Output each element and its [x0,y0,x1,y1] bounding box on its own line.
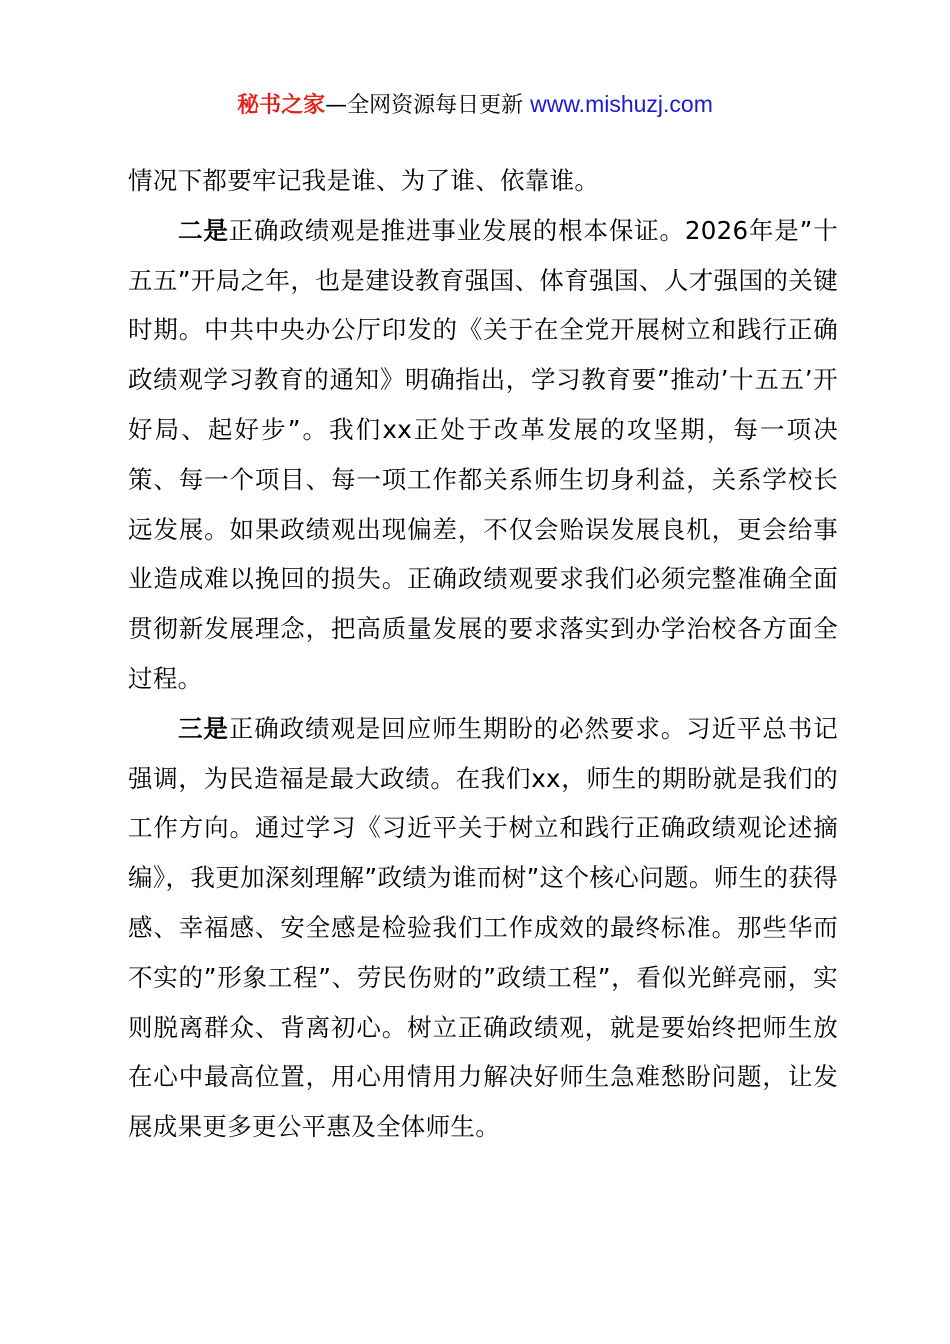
paragraph-lead: 二是 [178,215,229,245]
brand-name: 秘书之家 [237,93,326,118]
paragraph-two [128,206,838,704]
paragraph-text: 情况下都要牢记我是谁、为了谁、依靠谁。 [128,166,600,195]
document-body [128,156,838,1152]
header-tagline: —全网资源每日更新 [325,93,524,118]
paragraph-text: 正确政绩观是回应师生期盼的必然要求。习近平总书记强调，为民造福是最大政绩。在我们xx，师生的期盼就是我们的工作方向。通过学习《习近平关于树立和践行正确政绩观论述摘编》，我更加深刻理解”政绩为谁而树”这个核心问题。师生的获得感、幸福感、安全感是检验我们工作成效的最终标准。那些华而不实的”形象工程”、劳民伤财的”政绩工程”，看似光鲜亮丽，实则脱离群众、背离初心。树立正确政绩观，就是要始终把师生放在心中最高位置，用心用情用力解决好师生急难愁盼问题，让发展成果更多更公平惠及全体师生。 [128,713,838,1142]
paragraph-lead: 三是 [178,713,229,743]
paragraph-continuation [128,156,838,206]
paragraph-three [128,704,838,1152]
paragraph-text: 正确政绩观是推进事业发展的根本保证。2026年是”十五五”开局之年，也是建设教育强国、体育强国、人才强国的关键时期。中共中央办公厅印发的《关于在全党开展树立和践行正确政绩观学习教育的通知》明确指出，学习教育要”推动’十五五’开好局、起好步”。我们xx正处于改革发展的攻坚期，每一项决策、每一个项目、每一项工作都关系师生切身利益，关系学校长远发展。如果政绩观出现偏差，不仅会贻误发展良机，更会给事业造成难以挽回的损失。正确政绩观要求我们必须完整准确全面贯彻新发展理念，把高质量发展的要求落实到办学治校各方面全过程。 [128,215,838,693]
header-url-link[interactable]: www.mishuzj.com [530,91,713,117]
page-header [0,88,950,122]
